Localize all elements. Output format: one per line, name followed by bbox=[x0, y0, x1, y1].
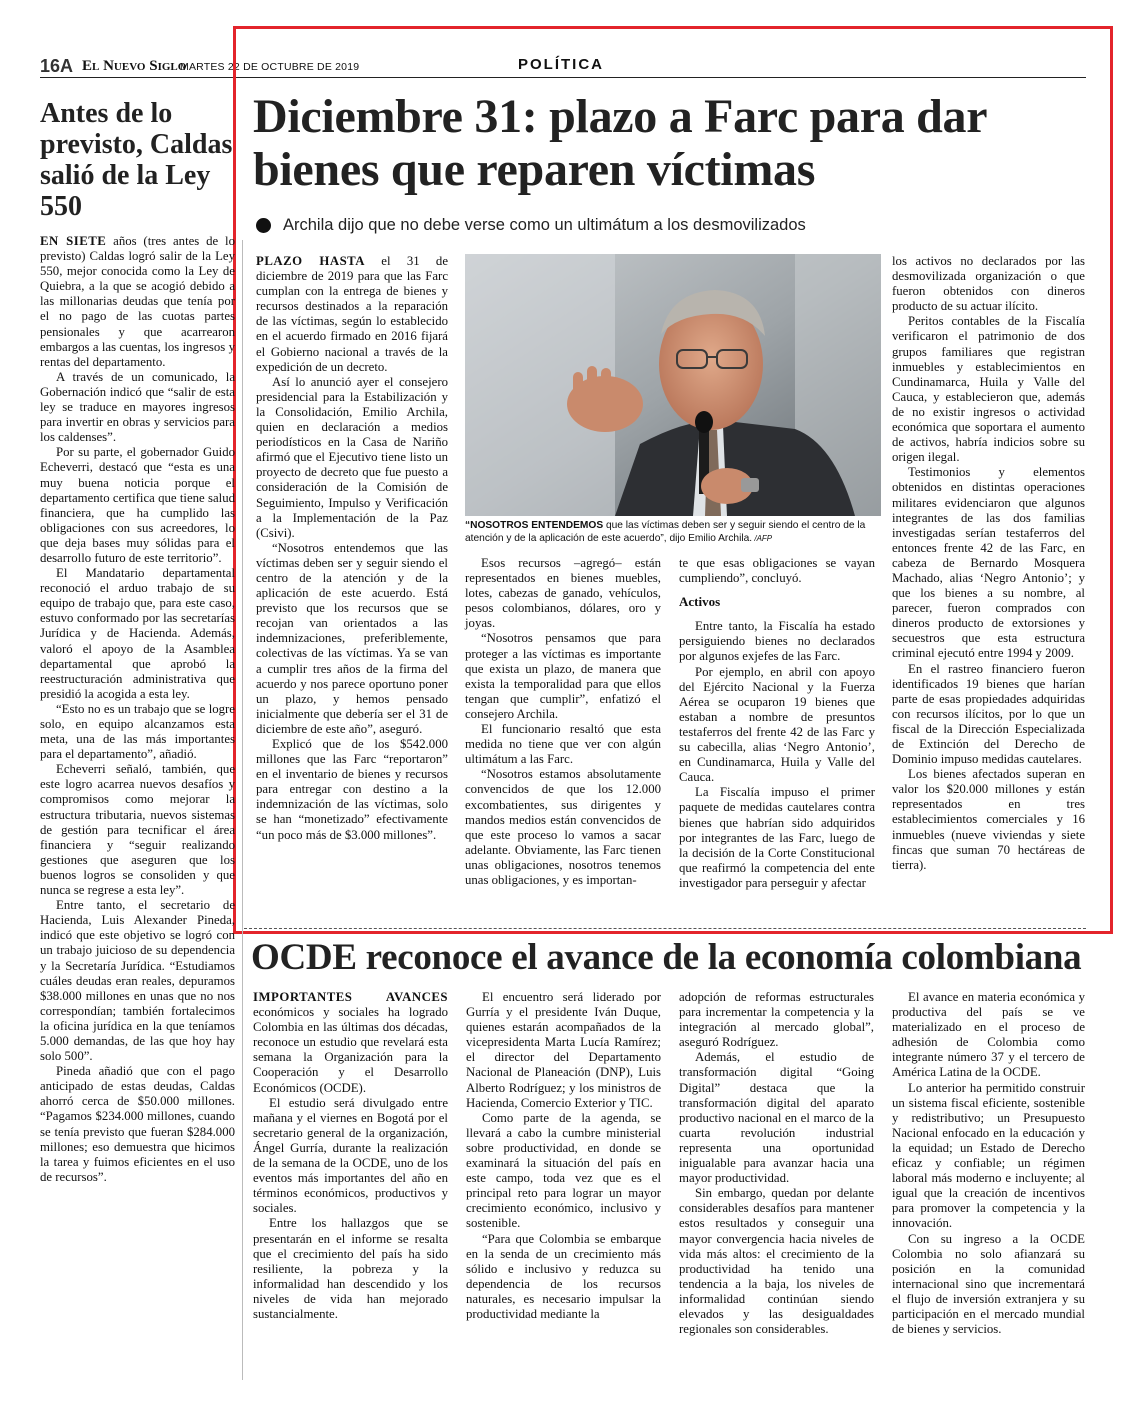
main-paragraph: PLAZO HASTA el 31 de diciembre de 2019 para que las Farc cumplan con la entrega de bienes y recursos destinados a la reparación de las víctimas, según lo establecido en el acuerdo firmado en 2016 fijará el Gobierno nacional a través de la expedición de un decreto. bbox=[256, 254, 448, 374]
issue-date: MARTES 22 DE OCTUBRE DE 2019 bbox=[180, 61, 360, 73]
main-paragraph: los activos no declarados por las desmovilizada organización o que fueron obtenidos con dineros producto de su actuar ilícito. bbox=[892, 254, 1085, 314]
side-story-headline: Antes de lo previsto, Caldas salió de la Ley 550 bbox=[40, 98, 233, 222]
photo-caption bbox=[465, 519, 881, 545]
main-col-1 bbox=[256, 254, 448, 843]
caption-text: que las víctimas deben ser y seguir siendo el centro de la atención y de la aplicación de este acuerdo”, dijo Emilio Archila. bbox=[465, 520, 866, 544]
column-rule bbox=[242, 240, 243, 1380]
ocde-paragraph: El estudio será divulgado entre mañana y el viernes en Bogotá por el secretario general de la organización, Ángel Gurría, durante la realización de la semana de la OCDE, uno de los eventos más importantes del año en términos económicos, productivos y sociales. bbox=[253, 1095, 448, 1216]
ocde-paragraph: Con su ingreso a la OCDE Colombia no solo afianzará su posición en la comunidad internacional sino que incrementará el flujo de inversión extranjera y su participación en el mercado mundial de bienes y servicios. bbox=[892, 1231, 1085, 1337]
caption-lead: “NOSOTROS ENTENDEMOS bbox=[465, 520, 604, 531]
ocde-col-4 bbox=[892, 990, 1085, 1337]
main-paragraph: te que esas obligaciones se vayan cumpliendo”, concluyó. bbox=[679, 556, 875, 586]
photo-credit: /AFP bbox=[752, 534, 773, 543]
side-story bbox=[40, 98, 235, 1185]
main-col-2 bbox=[465, 556, 661, 888]
main-paragraph: La Fiscalía impuso el primer paquete de medidas cautelares contra bienes que habrían sido adquiridos por integrantes de las Farc, luego de la decisión de la Corte Constitucional que reafirmó la competencia del ente investigador para perseguir y afectar bbox=[679, 785, 875, 890]
ocde-lead: IMPORTANTES AVANCES bbox=[253, 990, 448, 1004]
main-headline: Diciembre 31: plazo a Farc para dar bienes que reparen víctimas bbox=[253, 90, 987, 196]
main-paragraph: Peritos contables de la Fiscalía verificaron el patrimonio de dos grupos familiares que registran inmuebles y establecimientos en Cundinamarca, Huila y Valle del Cauca, y establecieron que, además de no existir ingresos o actividad económica que soportara el aumento de activos, habría indicios sobre su origen ilegal. bbox=[892, 314, 1085, 465]
main-paragraph: “Nosotros entendemos que las víctimas deben ser y seguir siendo el centro de la atención y de la aplicación de este acuerdo. Está previsto que los recursos que se recojan van orientados a las indemnizaciones, preferiblemente, colectivas de las víctimas. Ya se van a cumplir tres años de la firma del acuerdo y nos parece oportuno poner un plazo, y hemos pensado inicialmente que debería ser el 31 de diciembre de este año”, aseguró. bbox=[256, 540, 448, 736]
story-separator bbox=[244, 928, 1086, 929]
side-paragraph: Por su parte, el gobernador Guido Echeverri, destacó que “esta es una muy buena noticia porque el departamento certifica que tiene salud financiera, que ha cumplido las obligaciones con sus acreedores, lo que deja bases muy sólidas para el desarrollo futuro de este territorio”. bbox=[40, 445, 235, 565]
ocde-col-2 bbox=[466, 990, 661, 1322]
ocde-paragraph: El encuentro será liderado por Gurría y el presidente Iván Duque, quienes estarán acompañados de la vicepresidenta Marta Lucía Ramírez; el director del Departamento Nacional de Planeación (DNP), Luis Alberto Rodríguez; y los ministros de Hacienda, Comercio Exterior y TIC. bbox=[466, 990, 661, 1110]
ocde-col-3 bbox=[679, 990, 874, 1337]
ocde-paragraph: “Para que Colombia se embarque en la senda de un crecimiento más sólido e inclusivo y reduzca su dependencia de los recursos naturales, es necesario impulsar la productividad mediante la bbox=[466, 1231, 661, 1321]
main-col-4 bbox=[892, 254, 1085, 873]
side-paragraph: EN SIETE años (tres antes de lo previsto) Caldas logró salir de la Ley 550, mejor conocida como la Ley de Quiebra, a la que se acogió debido a las millonarias deudas que tenía por el no pago de las cuotas partes pensionales y que acarrearon embargos a las cuentas, los ingresos y rentas del departamento. bbox=[40, 234, 235, 369]
section-name: POLÍTICA bbox=[518, 56, 604, 73]
paper-name: El Nuevo Siglo bbox=[82, 58, 187, 74]
deck-text: Archila dijo que no debe verse como un ultimátum a los desmovilizados bbox=[283, 216, 806, 234]
ocde-headline: OCDE reconoce el avance de la economía colombiana bbox=[251, 937, 1082, 978]
main-paragraph: Entre tanto, la Fiscalía ha estado persiguiendo bienes no declarados por algunos exjefes de las Farc. bbox=[679, 619, 875, 664]
photo-illustration bbox=[465, 254, 881, 516]
main-lead: PLAZO HASTA bbox=[256, 254, 366, 268]
side-paragraph: A través de un comunicado, la Gobernación indicó que “salir de esta ley se traduce en mayores ingresos para invertir en obras y servicios para los caldenses”. bbox=[40, 369, 235, 445]
main-paragraph: Esos recursos –agregó– están representados en bienes muebles, lotes, cabezas de ganado, vehículos, pesos colombianos, dólares, oro y joyas. bbox=[465, 556, 661, 631]
main-paragraph: Los bienes afectados superan en valor los $20.000 millones y están representados en tres establecimientos comerciales y 16 inmuebles (nueve viviendas y siete fincas que suman 70 hectáreas de tierra). bbox=[892, 767, 1085, 872]
page-number: 16A bbox=[40, 56, 74, 76]
main-paragraph: El funcionario resaltó que esta medida no tiene que ver con algún ultimátum a las Farc. bbox=[465, 722, 661, 767]
ocde-paragraph: IMPORTANTES AVANCES económicos y sociales ha logrado Colombia en las últimas dos décadas, reconoce un estudio que revelará esta semana la Organización para la Cooperación y el Desarrollo Económicos (OCDE). bbox=[253, 990, 448, 1095]
main-paragraph: Explicó que de los $542.000 millones que las Farc “reportaron” en el inventario de bienes y recursos para entregar con destino a la indemnización de las víctimas, solo se han “monetizado” efectivamente “un poco más de $3.000 millones”. bbox=[256, 737, 448, 842]
main-deck bbox=[256, 216, 1056, 235]
side-paragraph: El Mandatario departamental reconoció el arduo trabajo de su equipo de trabajo que, para este caso, estuvo conformado por las secretarías Jurídica y de Hacienda. Además, valoró el apoyo de la Asamblea departamental que aprobó la reestructuración administrativa que presidió la acogida a esta ley. bbox=[40, 566, 235, 701]
main-paragraph: Testimonios y elementos obtenidos en distintas operaciones militares evidenciaron que algunos integrantes de las dos familias investigadas serían testaferros del entonces frente 42 de las Farc, en cabeza de Bernardo Mosquera Machado, alias ‘Negro Antonio’; y que los bienes a su nombre, al parecer, fueron comprados con dineros producto de extorsiones y secuestros que esta estructura criminal ejecutó entre 1994 y 2009. bbox=[892, 465, 1085, 661]
side-lead: EN SIETE bbox=[40, 234, 107, 248]
side-paragraph: Echeverri señaló, también, que este logro acarrea nuevos desafíos y compromisos como mejorar la estructura tributaria, nuevos sistemas de gestión para tecnificar el área financiera y “seguir realizando gestiones que aseguren que los buenos logros se consoliden y que nunca se regrese a esta ley”. bbox=[40, 762, 235, 898]
main-paragraph: “Nosotros estamos absolutamente convencidos de que los 12.000 excombatientes, sus dirigentes y mandos medios están convencidos de que este proceso lo vamos a sacar adelante. Obviamente, las Farc tienen unas obligaciones, nosotros tenemos unas obligaciones, y es importan- bbox=[465, 767, 661, 887]
bullet-icon bbox=[256, 218, 271, 233]
main-paragraph: Por ejemplo, en abril con apoyo del Ejército Nacional y la Fuerza Aérea se ocuparon 19 bienes que estaban a nombre de presuntos testaferros del frente 42 de las Farc y su cabecilla, alias ‘Negro Antonio’, en Cundinamarca, Huila y Valle del Cauca. bbox=[679, 664, 875, 785]
subhead-activos: Activos bbox=[679, 594, 721, 610]
ocde-paragraph: Además, el estudio de transformación digital “Going Digital” destaca que la transformación digital del aparato productivo nacional en el marco de la cuarta revolución industrial representa una oportunidad inigualable para avanzar hacia una mayor productividad. bbox=[679, 1050, 874, 1186]
ocde-paragraph: Entre los hallazgos que se presentarán en el informe se resalta que el crecimiento del país ha sido resiliente, la pobreza y la informalidad han descendido y los niveles de vida han mejorado sustancialmente. bbox=[253, 1216, 448, 1321]
ocde-paragraph: Lo anterior ha permitido construir un sistema fiscal eficiente, sostenible y redistributivo; un Presupuesto Nacional enfocado en la educación y la equidad; un Estado de Derecho eficaz y confiable; un régimen laboral más moderno e incluyente; al igual que la creación de incentivos para promover la competencia y la innovación. bbox=[892, 1080, 1085, 1231]
ocde-paragraph: Como parte de la agenda, se llevará a cabo la cumbre ministerial sobre productividad, en donde se examinará la situación del país en este campo, toda vez que es el principal reto para lograr un mayor crecimiento económico, inclusivo y sostenible. bbox=[466, 1110, 661, 1231]
side-paragraph: Pineda añadió que con el pago anticipado de estas deudas, Caldas ahorró cerca de $50.000 millones. “Pagamos $234.000 millones, cuando se tenía previsto que fueran $284.000 millones; eso demuestra que hicimos la tarea y fuimos eficientes en el uso de recursos”. bbox=[40, 1064, 235, 1184]
side-paragraph: Entre tanto, el secretario de Hacienda, Luis Alexander Pineda, indicó que este objetivo se logró con un trabajo juicioso de su dependencia y la Secretaría Jurídica. “Estudiamos cuáles deudas eran reales, depuramos $38.000 millones en unas que no nos correspondían; también fortalecimos la oficina jurídica en la que teníamos 5.000 demandas, de las que hoy hay solo 500”. bbox=[40, 898, 235, 1064]
side-paragraph: “Esto no es un trabajo que se logre solo, en equipo alcanzamos esta meta, una de las más importantes para el departamento”, añadió. bbox=[40, 701, 235, 762]
ocde-paragraph: Sin embargo, quedan por delante considerables desafíos para mantener estos resultados y conseguir una mayor convergencia hacia niveles de vida más altos: el crecimiento de la productividad ha tenido una tendencia a la baja, los niveles de informalidad continúan siendo elevados y las desigualdades regionales son considerables. bbox=[679, 1186, 874, 1337]
side-story-body bbox=[40, 234, 235, 1185]
ocde-paragraph: adopción de reformas estructurales para incrementar la competencia y la integración al mercado global”, aseguró Rodríguez. bbox=[679, 990, 874, 1050]
main-paragraph: “Nosotros pensamos que para proteger a las víctimas es importante que exista un plazo, de manera que exista la temporalidad para que ellos tengan que cumplir”, enfatizó el consejero Archila. bbox=[465, 631, 661, 721]
main-paragraph: En el rastreo financiero fueron identificados 19 bienes que harían parte de esas propiedades adquiridas con recursos ilícitos, por lo que un fiscal de la Dirección Especializada de Extinción del Derecho de Dominio impuso medidas cautelares. bbox=[892, 661, 1085, 767]
ocde-paragraph: El avance en materia económica y productiva del país se ve materializado en el proceso de adhesión de Colombia como integrante número 37 y el tercero de América Latina de la OCDE. bbox=[892, 990, 1085, 1080]
ocde-col-1 bbox=[253, 990, 448, 1322]
main-col-3 bbox=[679, 556, 875, 891]
archila-photo bbox=[465, 254, 881, 516]
main-paragraph: Así lo anunció ayer el consejero presidencial para la Estabilización y la Consolidación, Emilio Archila, quien en declaración a medios periodísticos en la Casa de Nariño afirmó que el Ejecutivo tiene listo un proyecto de decreto que fue puesto a consideración de la Comisión de Seguimiento, Impulso y Verificación a la Implementación de la Paz (Csivi). bbox=[256, 374, 448, 540]
